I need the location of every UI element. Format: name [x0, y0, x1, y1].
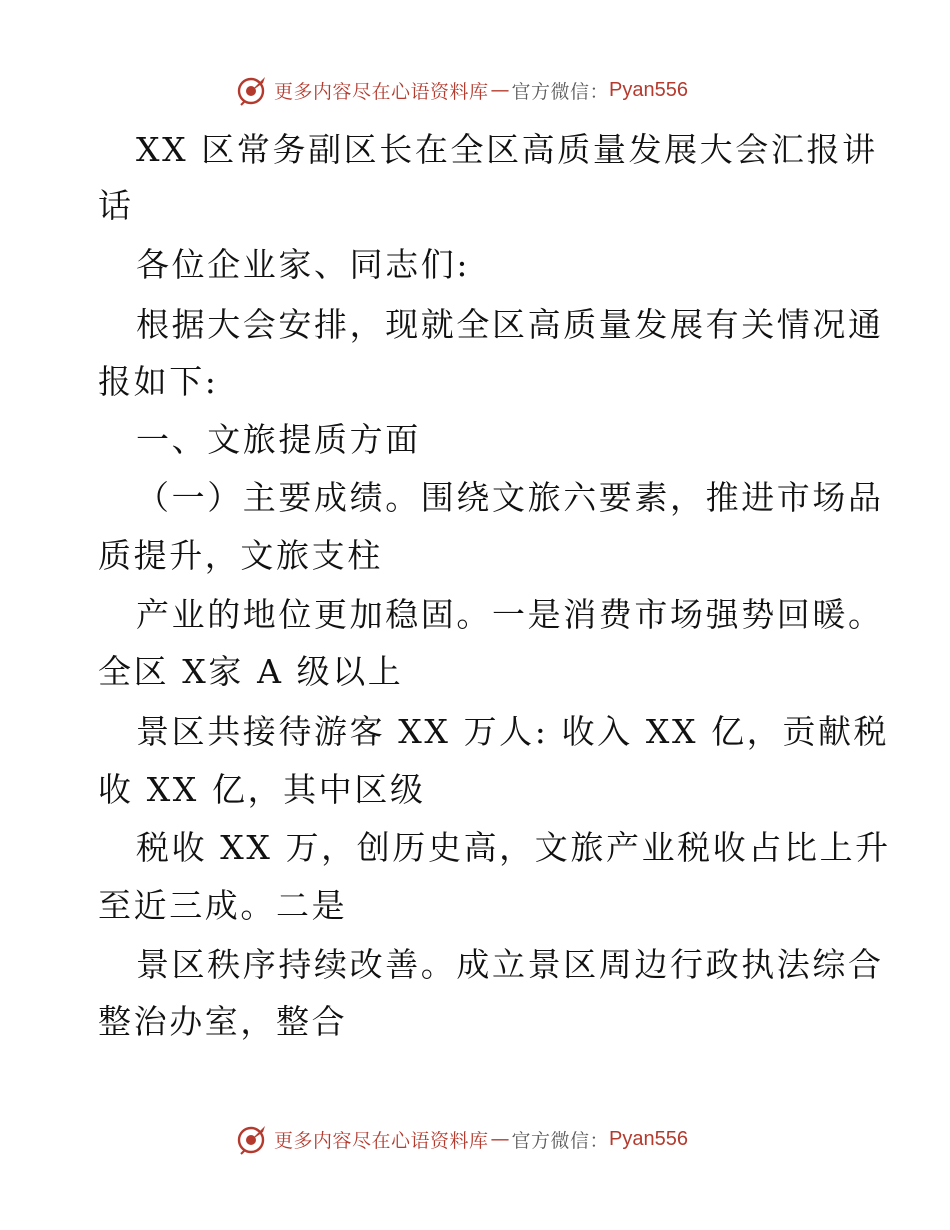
- paragraph-line: 收 XX 亿，其中区级: [98, 770, 426, 809]
- salutation: 各位企业家、同志们:: [136, 245, 471, 284]
- section-heading: 一、文旅提质方面: [136, 420, 421, 459]
- paragraph-line: 整治办室，整合: [98, 1002, 348, 1041]
- paragraph-line: 税收 XX 万，创历史高，文旅产业税收占比上升: [136, 828, 891, 867]
- document-title-line-2: 话: [98, 186, 134, 225]
- paragraph-line: （一）主要成绩。围绕文旅六要素，推进市场品: [136, 478, 884, 517]
- paragraph-line: 至近三成。二是: [98, 886, 348, 925]
- paragraph-line: 根据大会安排，现就全区高质量发展有关情况通: [136, 305, 884, 344]
- paragraph-line: 质提升，文旅支柱: [98, 536, 383, 575]
- watermark-wechat-label: 官方微信：: [511, 1129, 610, 1152]
- paragraph-line: 产业的地位更加稳固。一是消费市场强势回暖。: [136, 595, 884, 634]
- watermark-site-text: 更多内容尽在心语资料库: [274, 80, 489, 103]
- document-title-line-1: XX 区常务副区长在全区高质量发展大会汇报讲: [136, 130, 878, 169]
- paragraph-line: 景区共接待游客 XX 万人: 收入 XX 亿，贡献税: [136, 712, 890, 751]
- footer-watermark: [236, 1121, 688, 1157]
- quill-pen-circle-icon: [236, 1123, 268, 1155]
- watermark-separator: —: [490, 79, 510, 101]
- watermark-site-text: 更多内容尽在心语资料库: [274, 1129, 489, 1152]
- watermark-wechat-id: Pyan556: [609, 78, 688, 101]
- paragraph-line: 全区 X家 A 级以上: [98, 652, 404, 691]
- paragraph-line: 报如下:: [98, 362, 219, 401]
- paragraph-line: 景区秩序持续改善。成立景区周边行政执法综合: [136, 945, 884, 984]
- watermark-wechat-label: 官方微信：: [511, 80, 610, 103]
- watermark-separator: —: [490, 1128, 510, 1150]
- watermark-wechat-id: Pyan556: [609, 1127, 688, 1150]
